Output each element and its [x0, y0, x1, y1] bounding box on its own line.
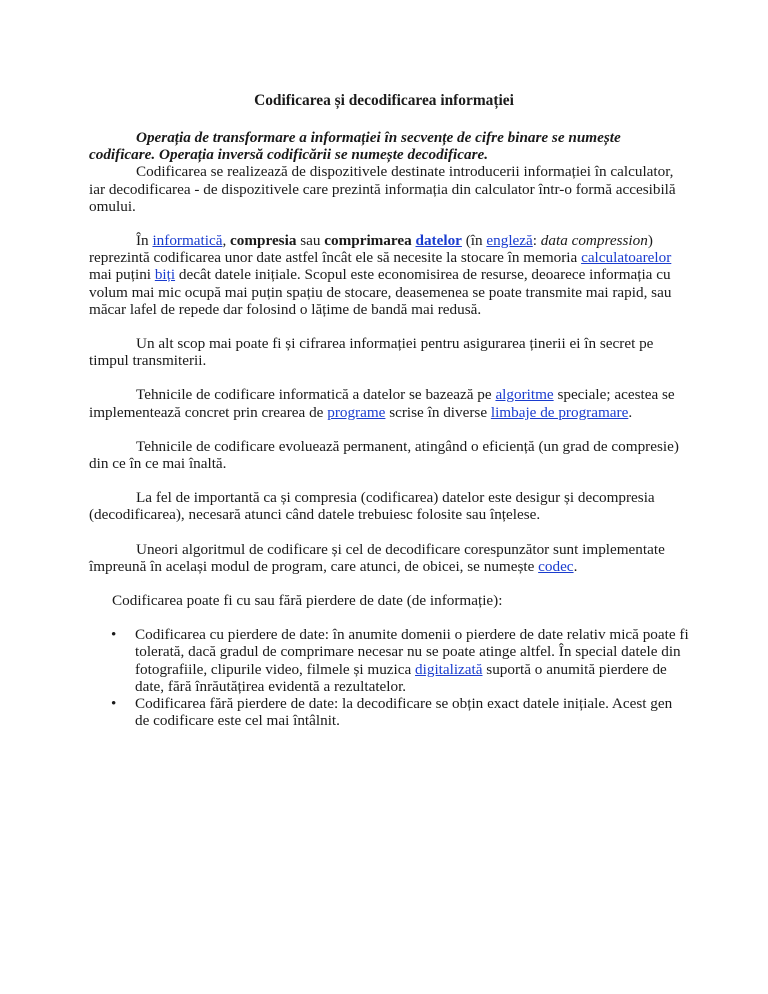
bullet-icon: •: [111, 695, 117, 713]
link-informatica[interactable]: informatică: [152, 232, 223, 250]
paragraph-codec: [89, 541, 689, 575]
link-codec[interactable]: codec: [538, 557, 574, 575]
bullet-icon: •: [111, 626, 117, 644]
text-run: scrise în diverse: [385, 403, 491, 421]
text-run: Codificarea fără pierdere de date: la decodificare se obțin exact datele inițiale. Acest gen de codificare este cel mai întâlnit.: [135, 695, 673, 730]
link-datelor[interactable]: datelor: [415, 232, 462, 250]
text-run: ,: [222, 232, 231, 250]
paragraph-encoding-definition: Codificarea se realizează de dispozitivele destinate introducerii informației în calculator, iar decodificarea - de dispozitivele care prezintă informația din calculator într-o formă accesibilă omului.: [89, 163, 676, 215]
text-run: .: [573, 557, 578, 575]
text-run: (în: [461, 232, 487, 250]
document-title: Codificarea și decodificarea informației: [254, 92, 514, 109]
paragraph-loss-types: Codificarea poate fi cu sau fără pierdere de date (de informație):: [112, 592, 503, 610]
link-algoritme[interactable]: algoritme: [495, 386, 554, 404]
text-run: mai puțini: [89, 266, 155, 284]
text-run: speciale; acestea se implementează concret prin crearea de: [89, 386, 675, 421]
paragraph-compression: [89, 232, 689, 318]
link-calculatoarelor[interactable]: calculatoarelor: [581, 249, 672, 267]
text-run: .: [628, 403, 633, 421]
text-run: decât datele inițiale. Scopul este economisirea de resurse, deoarece informația cu volum mai mic ocupă mai puțin spațiu de stocare, deasemenea se poate transmite mai rapid, sau măcar lafel de repede dar folosind o lățime de bandă mai redusă.: [89, 266, 672, 318]
bold-compresia: compresia: [230, 232, 297, 250]
link-engleza[interactable]: engleză: [486, 232, 533, 250]
text-run: Tehnicile de codificare informatică a datelor se bazează pe: [136, 386, 496, 404]
text-run: suportă o anumită pierdere de date, fără înrăutățirea evidentă a rezultatelor.: [135, 660, 667, 695]
loss-types-list: [89, 626, 689, 729]
link-programe[interactable]: programe: [327, 403, 386, 421]
text-run: :: [532, 232, 541, 250]
paragraph-encryption: Un alt scop mai poate fi și cifrarea informației pentru asigurarea ținerii ei în secret pe timpul transmiterii.: [89, 335, 654, 370]
list-item-lossy: [111, 626, 689, 695]
paragraph-techniques: [89, 386, 689, 420]
list-item-lossless: [111, 695, 689, 730]
link-biti[interactable]: biți: [154, 266, 176, 284]
bold-comprimarea: comprimarea: [324, 232, 412, 250]
paragraph-evolution: Tehnicile de codificare evoluează permanent, atingând o eficiență (un grad de compresie) din ce în ce mai înaltă.: [89, 437, 679, 473]
document-body: [89, 129, 689, 729]
text-run: ) reprezintă codificarea unor date astfel încât ele să necesite la stocare în memoria: [89, 232, 653, 267]
text-run: sau: [296, 232, 325, 250]
intro-paragraph: Operația de transformare a informației în secvențe de cifre binare se numește codificare. Operația inversă codificării se numește decodificare.: [89, 129, 621, 164]
link-digitalizata[interactable]: digitalizată: [415, 660, 483, 678]
paragraph-decompression: La fel de importantă ca și compresia (codificarea) datelor este desigur și decompresia (decodificarea), necesară atunci când datele trebuiesc folosite sau înțelese.: [89, 489, 655, 524]
link-limbaje-de-programare[interactable]: limbaje de programare: [490, 403, 629, 421]
italic-data-compression: data compression: [540, 232, 648, 250]
text-run: Codificarea cu pierdere de date: în anumite domenii o pierdere de date relativ mică poate fi tolerată, dacă gradul de comprimare necesar nu se poate atinge altfel. În special datele din fotografiile, clipurile video, filmele și muzica: [135, 626, 689, 678]
text-run: În: [136, 232, 153, 250]
text-run: Uneori algoritmul de codificare și cel de decodificare corespunzător sunt implementate împreună în același modul de program, care atunci, de obicei, se numește: [89, 540, 665, 575]
